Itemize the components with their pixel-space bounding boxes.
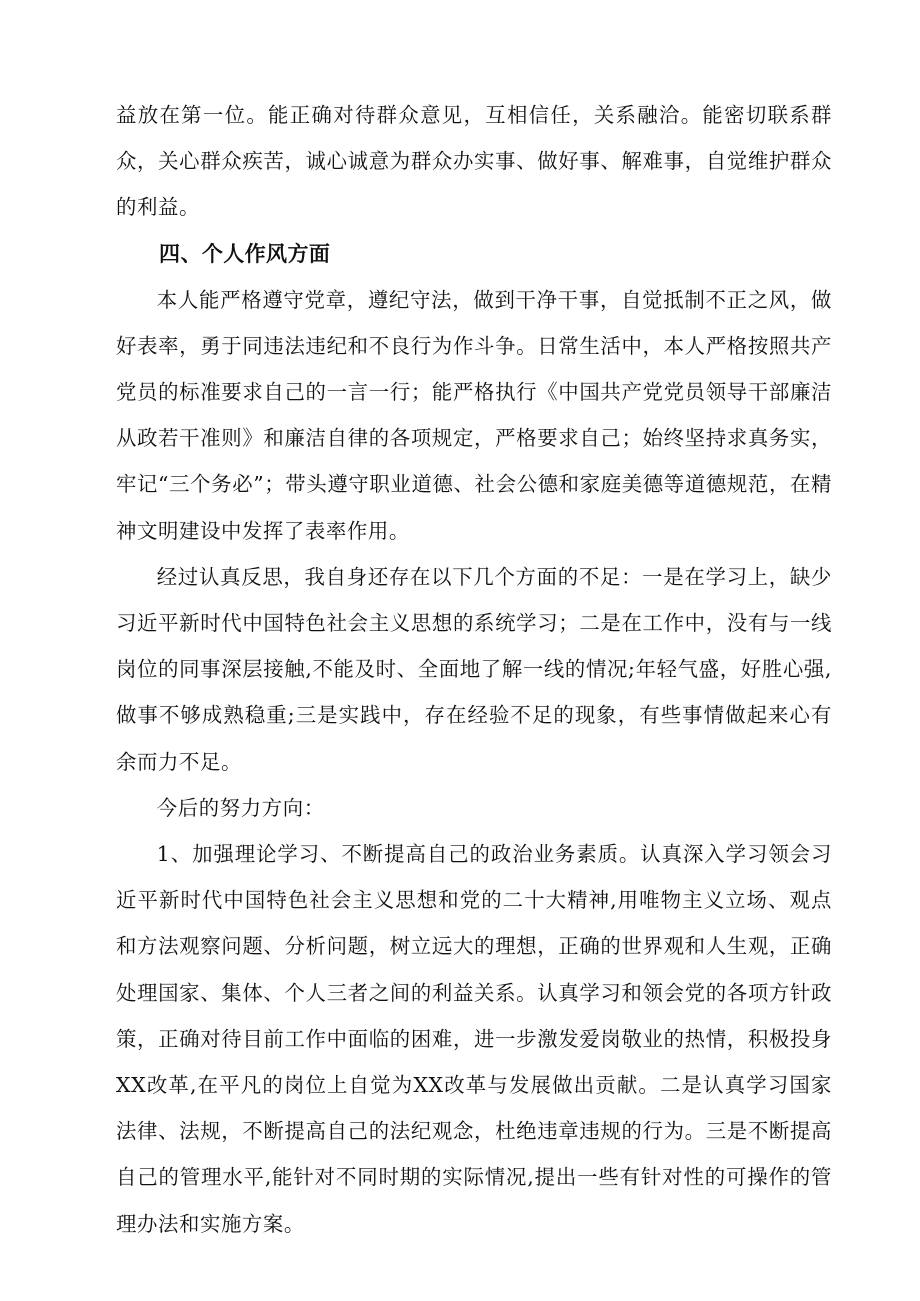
section-heading-personal-style: 四、个人作风方面 — [159, 241, 331, 266]
paragraph-personal-style: 本人能严格遵守党章，遵纪守法，做到干净干事，自觉抵制不正之风，做好表率，勇于同违法违纪和不良行为作斗争。日常生活中，本人严格按照共产党员的标准要求自己的一言一行；能严格执行《中国共产党党员领导干部廉洁从政若干准则》和廉洁自律的各项规定，严格要求自己；始终坚持求真务实，牢记“三个务必”；带头遵守职业道德、社会公德和家庭美德等道德规范，在精神文明建设中发挥了表率作用。 — [116, 287, 832, 543]
document-page — [116, 92, 832, 1247]
paragraph-direction-item-1: 1、加强理论学习、不断提高自己的政治业务素质。认真深入学习领会习近平新时代中国特色社会主义思想和党的二十大精神,用唯物主义立场、观点和方法观察问题、分析问题，树立远大的理想，正确的世界观和人生观，正确处理国家、集体、个人三者之间的利益关系。认真学习和领会党的各项方针政策，正确对待目前工作中面临的困难，进一步激发爱岗敬业的热情，积极投身XX改革,在平凡的岗位上自觉为XX改革与发展做出贡献。二是认真学习国家法律、法规，不断提高自己的法纪观念，杜绝违章违规的行为。三是不断提高自己的管理水平,能针对不同时期的实际情况,提出一些有针对性的可操作的管理办法和实施方案。 — [116, 842, 832, 1236]
paragraph-continuation: 益放在第一位。能正确对待群众意见，互相信任，关系融洽。能密切联系群众，关心群众疾苦，诚心诚意为群众办实事、做好事、解难事，自觉维护群众的利益。 — [116, 103, 832, 220]
paragraph-shortcomings: 经过认真反思，我自身还存在以下几个方面的不足：一是在学习上，缺少习近平新时代中国特色社会主义思想的系统学习；二是在工作中，没有与一线岗位的同事深层接触,不能及时、全面地了解一线的情况;年轻气盛，好胜心强,做事不够成熟稳重;三是实践中，存在经验不足的现象，有些事情做起来心有余而力不足。 — [116, 564, 832, 774]
paragraph-direction-intro: 今后的努力方向： — [156, 795, 325, 820]
